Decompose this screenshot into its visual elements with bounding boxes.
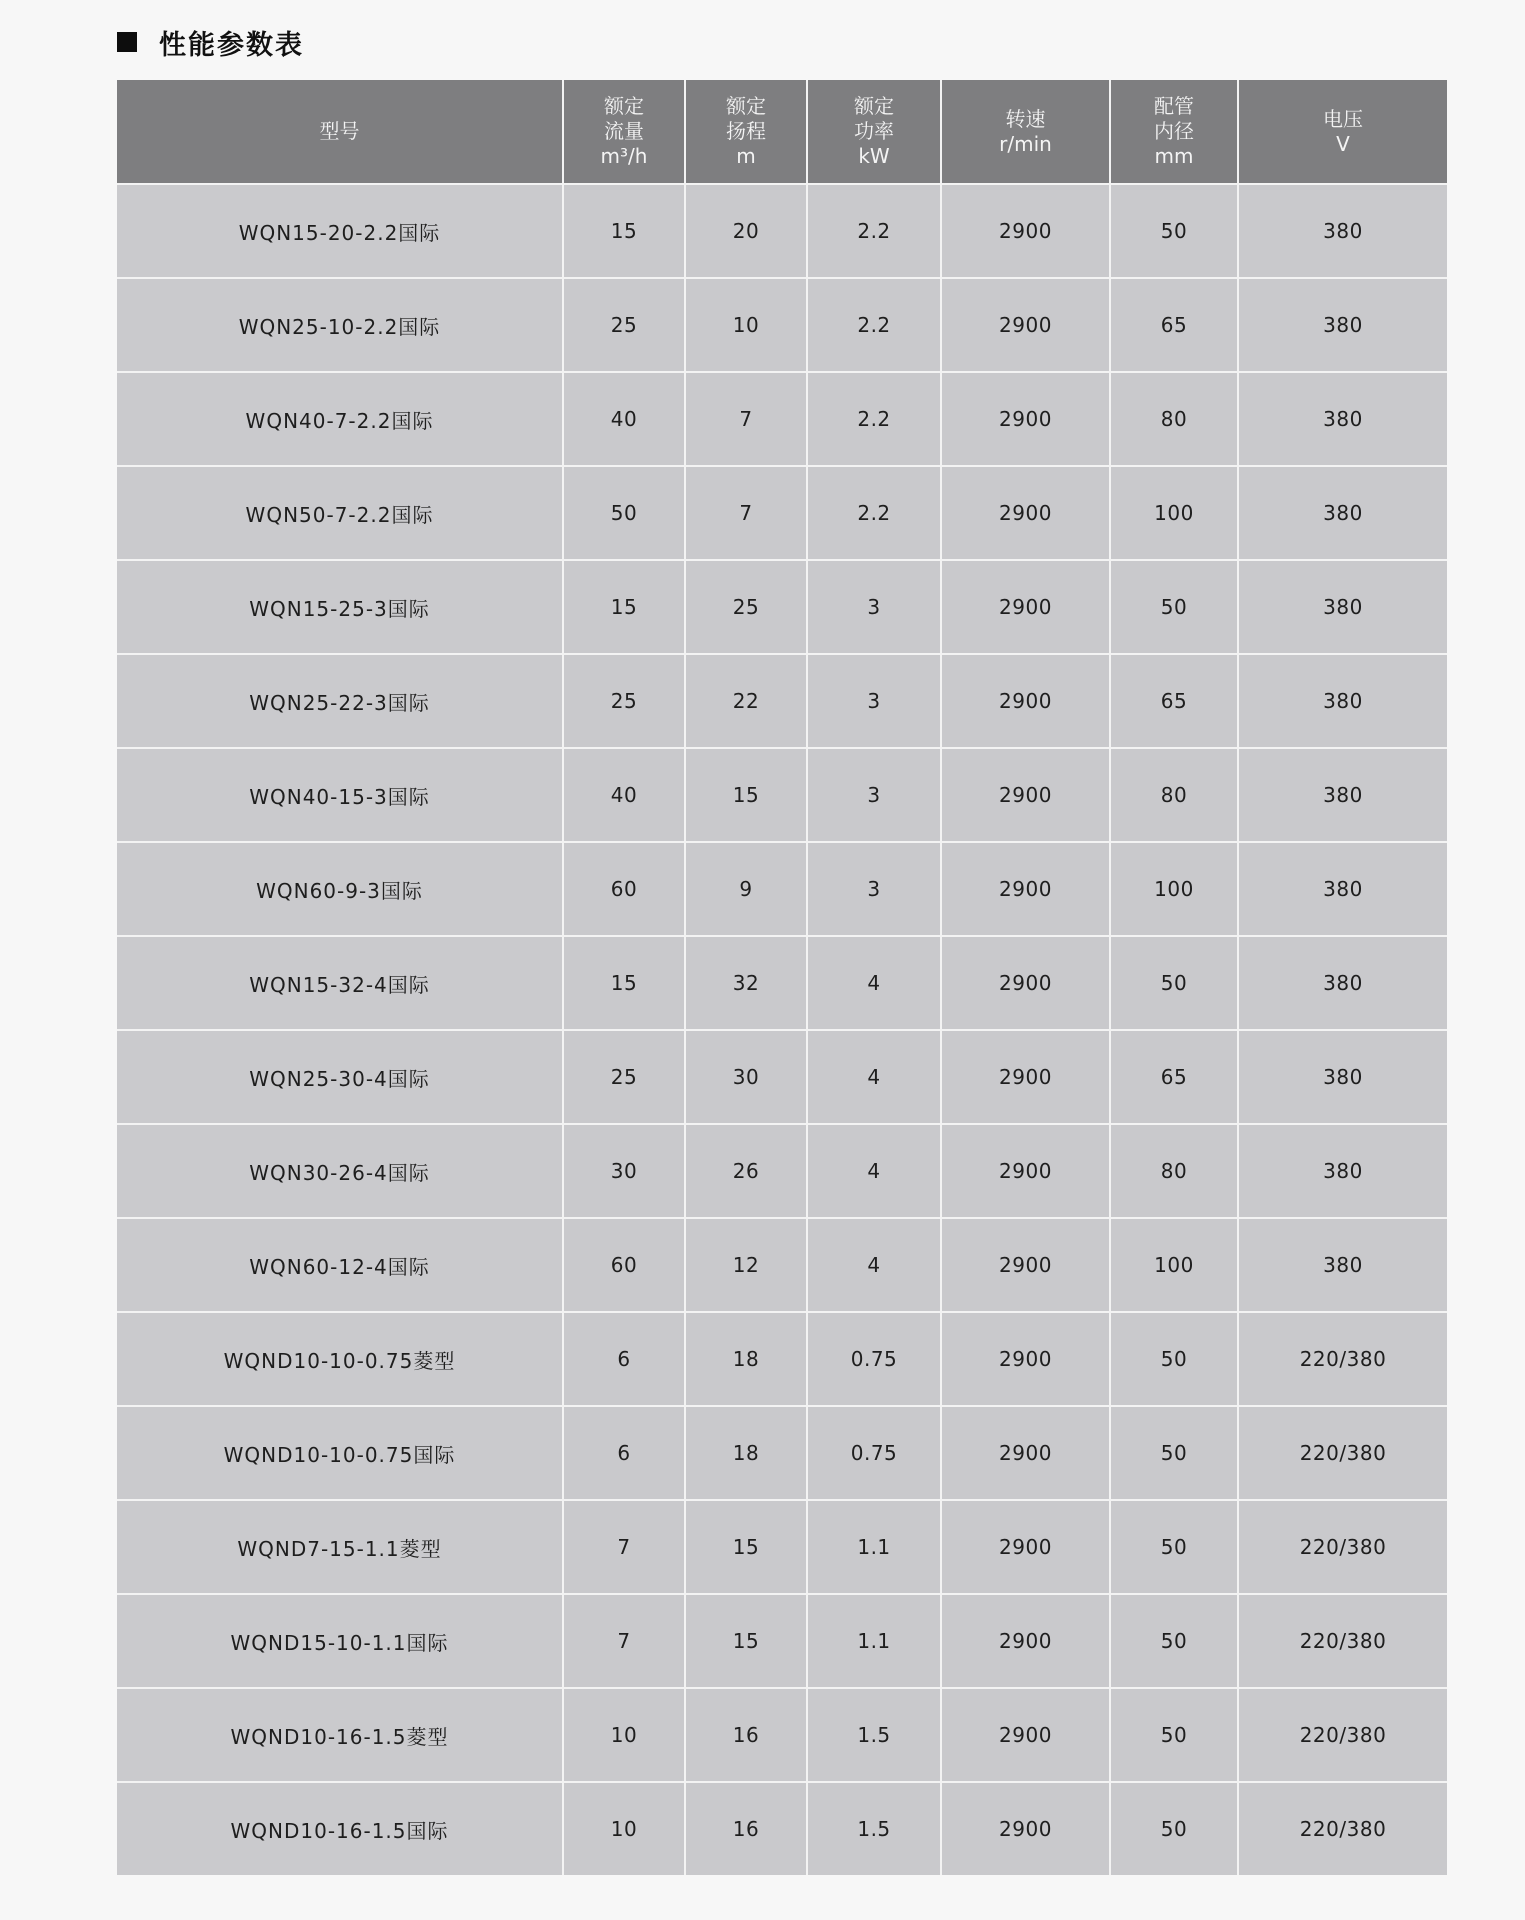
cell-speed: 2900 xyxy=(941,748,1110,842)
cell-speed: 2900 xyxy=(941,842,1110,936)
cell-flow: 15 xyxy=(563,936,685,1030)
cell-head: 12 xyxy=(685,1218,807,1312)
cell-model: WQND10-10-0.75菱型 xyxy=(117,1312,563,1406)
cell-power: 3 xyxy=(807,560,941,654)
cell-flow: 25 xyxy=(563,654,685,748)
cell-model: WQN40-15-3国际 xyxy=(117,748,563,842)
cell-model: WQN25-30-4国际 xyxy=(117,1030,563,1124)
cell-flow: 50 xyxy=(563,466,685,560)
cell-pipe: 65 xyxy=(1110,278,1238,372)
cell-pipe: 80 xyxy=(1110,372,1238,466)
table-row xyxy=(117,372,1447,466)
cell-voltage: 380 xyxy=(1238,372,1447,466)
cell-speed: 2900 xyxy=(941,1782,1110,1875)
cell-head: 16 xyxy=(685,1782,807,1875)
cell-pipe: 65 xyxy=(1110,1030,1238,1124)
cell-flow: 6 xyxy=(563,1406,685,1500)
cell-power: 2.2 xyxy=(807,184,941,278)
cell-flow: 7 xyxy=(563,1594,685,1688)
cell-speed: 2900 xyxy=(941,278,1110,372)
header-model: 型号 xyxy=(117,80,563,184)
table-row xyxy=(117,936,1447,1030)
cell-flow: 10 xyxy=(563,1688,685,1782)
cell-voltage: 380 xyxy=(1238,842,1447,936)
cell-speed: 2900 xyxy=(941,654,1110,748)
cell-speed: 2900 xyxy=(941,1124,1110,1218)
cell-speed: 2900 xyxy=(941,1312,1110,1406)
cell-pipe: 50 xyxy=(1110,1406,1238,1500)
cell-head: 15 xyxy=(685,748,807,842)
cell-head: 10 xyxy=(685,278,807,372)
cell-head: 7 xyxy=(685,372,807,466)
cell-speed: 2900 xyxy=(941,1594,1110,1688)
cell-flow: 40 xyxy=(563,372,685,466)
cell-head: 26 xyxy=(685,1124,807,1218)
page-title xyxy=(117,24,304,60)
table-row xyxy=(117,1406,1447,1500)
cell-power: 2.2 xyxy=(807,278,941,372)
cell-power: 4 xyxy=(807,1030,941,1124)
cell-model: WQN60-9-3国际 xyxy=(117,842,563,936)
cell-model: WQND10-16-1.5菱型 xyxy=(117,1688,563,1782)
cell-power: 4 xyxy=(807,1218,941,1312)
cell-speed: 2900 xyxy=(941,1688,1110,1782)
cell-flow: 60 xyxy=(563,842,685,936)
table-row xyxy=(117,560,1447,654)
cell-flow: 25 xyxy=(563,278,685,372)
cell-pipe: 65 xyxy=(1110,654,1238,748)
header-speed: 转速 r/min xyxy=(941,80,1110,184)
cell-model: WQN30-26-4国际 xyxy=(117,1124,563,1218)
cell-head: 32 xyxy=(685,936,807,1030)
cell-flow: 10 xyxy=(563,1782,685,1875)
cell-pipe: 50 xyxy=(1110,1782,1238,1875)
cell-speed: 2900 xyxy=(941,1030,1110,1124)
cell-voltage: 380 xyxy=(1238,654,1447,748)
cell-model: WQND10-10-0.75国际 xyxy=(117,1406,563,1500)
cell-speed: 2900 xyxy=(941,184,1110,278)
cell-flow: 7 xyxy=(563,1500,685,1594)
table-row xyxy=(117,1030,1447,1124)
cell-head: 7 xyxy=(685,466,807,560)
header-flow: 额定 流量 m³/h xyxy=(563,80,685,184)
cell-power: 4 xyxy=(807,936,941,1030)
cell-power: 1.1 xyxy=(807,1594,941,1688)
cell-power: 1.1 xyxy=(807,1500,941,1594)
cell-pipe: 50 xyxy=(1110,936,1238,1030)
cell-voltage: 220/380 xyxy=(1238,1688,1447,1782)
cell-speed: 2900 xyxy=(941,1218,1110,1312)
cell-pipe: 50 xyxy=(1110,1594,1238,1688)
cell-model: WQN15-25-3国际 xyxy=(117,560,563,654)
cell-head: 22 xyxy=(685,654,807,748)
cell-pipe: 100 xyxy=(1110,466,1238,560)
cell-model: WQN50-7-2.2国际 xyxy=(117,466,563,560)
table-header-row xyxy=(117,80,1447,184)
cell-pipe: 50 xyxy=(1110,184,1238,278)
cell-pipe: 50 xyxy=(1110,1312,1238,1406)
cell-pipe: 100 xyxy=(1110,1218,1238,1312)
cell-power: 3 xyxy=(807,654,941,748)
cell-speed: 2900 xyxy=(941,466,1110,560)
cell-head: 18 xyxy=(685,1312,807,1406)
cell-head: 15 xyxy=(685,1500,807,1594)
cell-head: 15 xyxy=(685,1594,807,1688)
table-row xyxy=(117,1218,1447,1312)
cell-flow: 15 xyxy=(563,560,685,654)
cell-model: WQN15-20-2.2国际 xyxy=(117,184,563,278)
cell-speed: 2900 xyxy=(941,372,1110,466)
square-bullet-icon xyxy=(117,32,137,52)
cell-model: WQN40-7-2.2国际 xyxy=(117,372,563,466)
table-row xyxy=(117,748,1447,842)
cell-flow: 40 xyxy=(563,748,685,842)
cell-voltage: 220/380 xyxy=(1238,1406,1447,1500)
cell-power: 0.75 xyxy=(807,1406,941,1500)
cell-voltage: 380 xyxy=(1238,1218,1447,1312)
table-row xyxy=(117,466,1447,560)
cell-power: 2.2 xyxy=(807,372,941,466)
table-row xyxy=(117,654,1447,748)
cell-flow: 25 xyxy=(563,1030,685,1124)
table-row xyxy=(117,278,1447,372)
cell-model: WQN25-10-2.2国际 xyxy=(117,278,563,372)
cell-pipe: 80 xyxy=(1110,748,1238,842)
table-row xyxy=(117,1782,1447,1875)
table-row xyxy=(117,1594,1447,1688)
cell-pipe: 50 xyxy=(1110,560,1238,654)
cell-pipe: 80 xyxy=(1110,1124,1238,1218)
header-pipe: 配管 内径 mm xyxy=(1110,80,1238,184)
cell-model: WQND10-16-1.5国际 xyxy=(117,1782,563,1875)
cell-model: WQND7-15-1.1菱型 xyxy=(117,1500,563,1594)
table-row xyxy=(117,842,1447,936)
cell-voltage: 380 xyxy=(1238,936,1447,1030)
header-voltage: 电压 V xyxy=(1238,80,1447,184)
cell-voltage: 380 xyxy=(1238,184,1447,278)
header-power: 额定 功率 kW xyxy=(807,80,941,184)
cell-model: WQND15-10-1.1国际 xyxy=(117,1594,563,1688)
cell-voltage: 220/380 xyxy=(1238,1782,1447,1875)
cell-voltage: 220/380 xyxy=(1238,1312,1447,1406)
table-body xyxy=(117,184,1447,1875)
performance-table xyxy=(117,80,1447,1875)
cell-power: 4 xyxy=(807,1124,941,1218)
cell-voltage: 380 xyxy=(1238,466,1447,560)
cell-head: 25 xyxy=(685,560,807,654)
table-row xyxy=(117,1312,1447,1406)
cell-model: WQN60-12-4国际 xyxy=(117,1218,563,1312)
header-head: 额定 扬程 m xyxy=(685,80,807,184)
table-row xyxy=(117,184,1447,278)
cell-speed: 2900 xyxy=(941,1406,1110,1500)
cell-pipe: 50 xyxy=(1110,1688,1238,1782)
cell-voltage: 220/380 xyxy=(1238,1594,1447,1688)
cell-head: 16 xyxy=(685,1688,807,1782)
cell-power: 1.5 xyxy=(807,1688,941,1782)
cell-power: 0.75 xyxy=(807,1312,941,1406)
cell-model: WQN25-22-3国际 xyxy=(117,654,563,748)
cell-power: 2.2 xyxy=(807,466,941,560)
cell-voltage: 220/380 xyxy=(1238,1500,1447,1594)
cell-voltage: 380 xyxy=(1238,1124,1447,1218)
cell-power: 1.5 xyxy=(807,1782,941,1875)
cell-power: 3 xyxy=(807,842,941,936)
table-row xyxy=(117,1500,1447,1594)
cell-flow: 60 xyxy=(563,1218,685,1312)
cell-speed: 2900 xyxy=(941,560,1110,654)
cell-voltage: 380 xyxy=(1238,748,1447,842)
cell-model: WQN15-32-4国际 xyxy=(117,936,563,1030)
cell-speed: 2900 xyxy=(941,1500,1110,1594)
cell-voltage: 380 xyxy=(1238,278,1447,372)
cell-head: 9 xyxy=(685,842,807,936)
cell-head: 18 xyxy=(685,1406,807,1500)
cell-voltage: 380 xyxy=(1238,560,1447,654)
cell-pipe: 100 xyxy=(1110,842,1238,936)
cell-head: 30 xyxy=(685,1030,807,1124)
cell-flow: 15 xyxy=(563,184,685,278)
page-title-text: 性能参数表 xyxy=(159,29,304,61)
cell-flow: 30 xyxy=(563,1124,685,1218)
cell-power: 3 xyxy=(807,748,941,842)
table-row xyxy=(117,1688,1447,1782)
table-row xyxy=(117,1124,1447,1218)
cell-head: 20 xyxy=(685,184,807,278)
cell-flow: 6 xyxy=(563,1312,685,1406)
cell-speed: 2900 xyxy=(941,936,1110,1030)
cell-pipe: 50 xyxy=(1110,1500,1238,1594)
cell-voltage: 380 xyxy=(1238,1030,1447,1124)
